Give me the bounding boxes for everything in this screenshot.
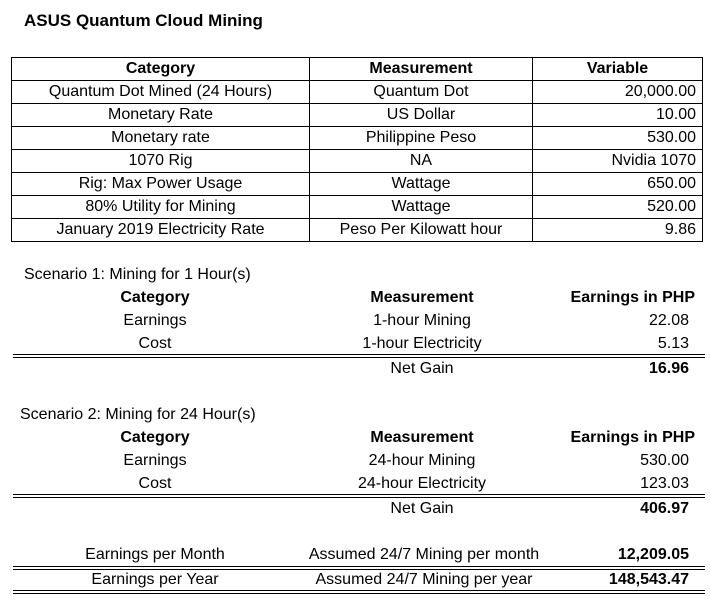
scenario1-row-cost-category: Cost [138, 335, 172, 352]
cell-measurement: Quantum Dot [310, 81, 533, 104]
scenario2-header-category: Category [120, 429, 190, 446]
summary-year-value: 148,543.47 [608, 571, 689, 588]
scenario1-row-cost-value: 5.13 [657, 335, 689, 352]
cell-measurement: Peso Per Kilowatt hour [310, 219, 533, 242]
summary-month-label: Earnings per Month [85, 546, 225, 563]
cell-variable: 10.00 [533, 104, 703, 127]
cell-variable: 9.86 [533, 219, 703, 242]
header-category: Category [12, 58, 310, 81]
scenario1-row-earnings-value: 22.08 [648, 312, 689, 329]
page-title: ASUS Quantum Cloud Mining [24, 11, 263, 30]
scenario2-row-cost-measurement: 24-hour Electricity [357, 475, 487, 492]
table-row [12, 196, 703, 219]
table-row [12, 81, 703, 104]
summary-month-value: 12,209.05 [617, 546, 689, 563]
cell-category: January 2019 Electricity Rate [12, 219, 310, 242]
scenario2-row-cost-value: 123.03 [640, 475, 689, 492]
cell-measurement: Wattage [310, 196, 533, 219]
scenario2-row-cost-category: Cost [138, 475, 172, 492]
cell-measurement: Wattage [310, 173, 533, 196]
cell-category: Rig: Max Power Usage [12, 173, 310, 196]
scenario2-row-earnings-measurement: 24-hour Mining [368, 452, 476, 469]
scenario1-row-earnings-category: Earnings [123, 312, 187, 329]
scenario1-header-measurement: Measurement [370, 289, 474, 306]
header-measurement: Measurement [310, 58, 533, 81]
summary-year-label: Earnings per Year [91, 571, 219, 588]
cell-variable: 650.00 [533, 173, 703, 196]
scenario2-net-label: Net Gain [390, 500, 454, 517]
summary-divider [13, 590, 705, 591]
scenario1-header-category: Category [120, 289, 190, 306]
scenario2-row-earnings-category: Earnings [123, 452, 187, 469]
scenario2-net-value: 406.97 [640, 500, 689, 517]
scenario1-header-earnings: Earnings in PHP [570, 289, 695, 306]
cell-category: 1070 Rig [12, 150, 310, 173]
table-row [12, 104, 703, 127]
cell-measurement: US Dollar [310, 104, 533, 127]
scenario2-row-earnings-value: 530.00 [640, 452, 689, 469]
cell-category: 80% Utility for Mining [12, 196, 310, 219]
scenario1-net-label: Net Gain [390, 360, 454, 377]
scenario1-title: Scenario 1: Mining for 1 Hour(s) [24, 266, 251, 283]
cell-variable: 530.00 [533, 127, 703, 150]
scenario2-header-measurement: Measurement [370, 429, 474, 446]
header-variable: Variable [533, 58, 703, 81]
summary-divider [13, 566, 705, 567]
table-row [12, 127, 703, 150]
summary-divider [13, 593, 705, 594]
parameters-table [11, 57, 703, 242]
scenario1-divider [13, 357, 705, 358]
scenario1-row-earnings-measurement: 1-hour Mining [373, 312, 471, 329]
cell-measurement: Philippine Peso [310, 127, 533, 150]
scenario1-net-value: 16.96 [648, 360, 689, 377]
scenario1-row-cost-measurement: 1-hour Electricity [362, 335, 482, 352]
scenario2-header-earnings: Earnings in PHP [570, 429, 695, 446]
table-header-row [12, 58, 703, 81]
scenario2-title: Scenario 2: Mining for 24 Hour(s) [20, 406, 256, 423]
scenario2-divider [13, 494, 705, 495]
scenario2-divider [13, 497, 705, 498]
table-row [12, 173, 703, 196]
cell-variable: 20,000.00 [533, 81, 703, 104]
cell-category: Monetary Rate [12, 104, 310, 127]
summary-month-measurement: Assumed 24/7 Mining per month [308, 546, 540, 563]
cell-category: Monetary rate [12, 127, 310, 150]
table-row [12, 219, 703, 242]
scenario1-divider [13, 354, 705, 355]
cell-variable: Nvidia 1070 [533, 150, 703, 173]
summary-year-measurement: Assumed 24/7 Mining per year [315, 571, 533, 588]
cell-category: Quantum Dot Mined (24 Hours) [12, 81, 310, 104]
cell-measurement: NA [310, 150, 533, 173]
cell-variable: 520.00 [533, 196, 703, 219]
table-row [12, 150, 703, 173]
